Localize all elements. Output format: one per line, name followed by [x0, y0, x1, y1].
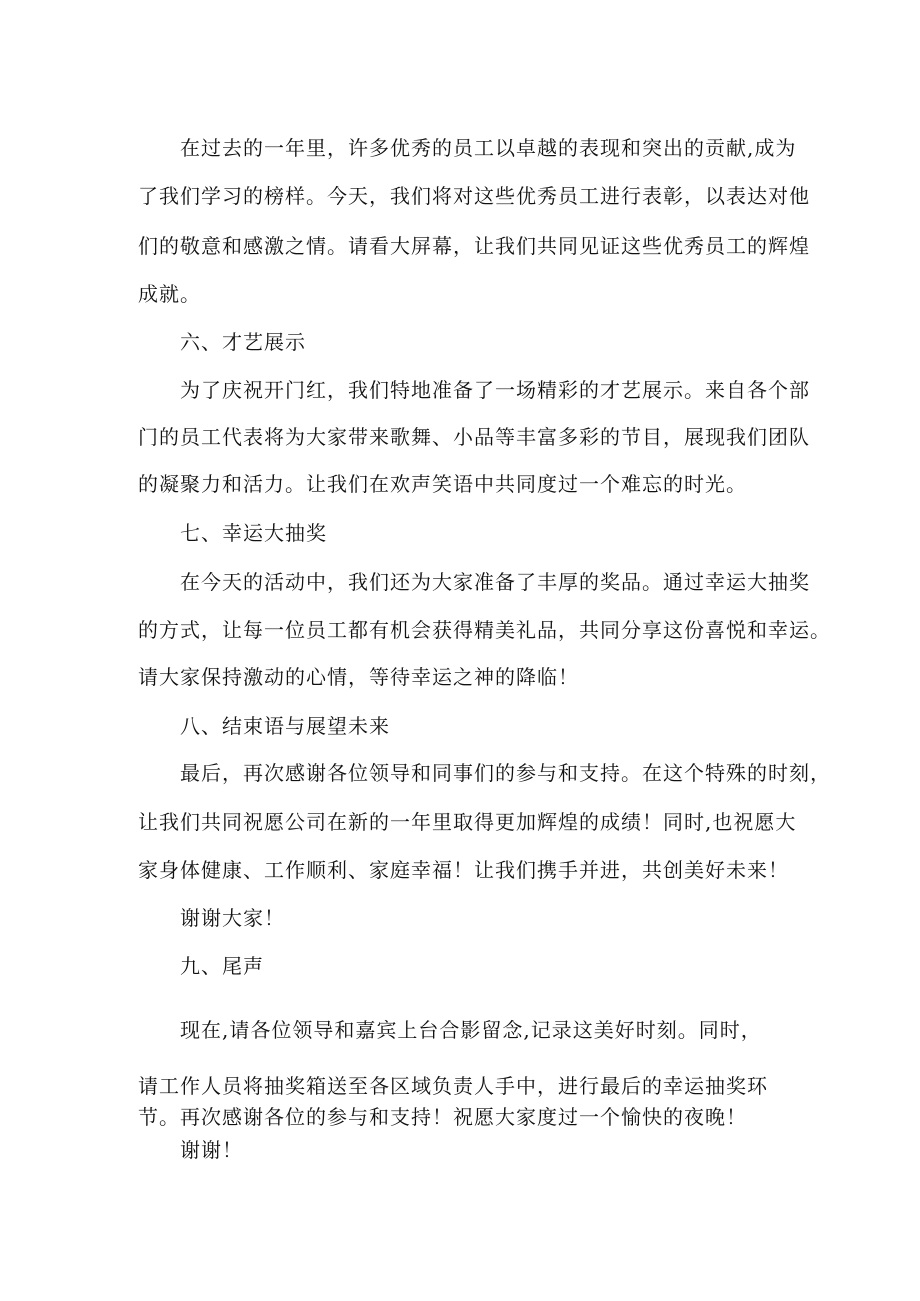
section-heading: 八、结束语与展望未来: [180, 714, 390, 738]
section-heading: 九、尾声: [180, 954, 264, 978]
paragraph-line: 成就。: [138, 282, 201, 306]
paragraph-line: 们的敬意和感激之情。请看大屏幕，让我们共同见证这些优秀员工的辉煌: [138, 234, 810, 258]
paragraph-line: 节。再次感谢各位的参与和支持！祝愿大家度过一个愉快的夜晚！: [138, 1105, 747, 1129]
paragraph-line: 请工作人员将抽奖箱送至各区域负责人手中，进行最后的幸运抽奖环: [138, 1074, 768, 1098]
section-heading: 七、幸运大抽奖: [180, 521, 327, 545]
paragraph-line: 谢谢大家！: [180, 906, 285, 930]
paragraph-line: 谢谢！: [180, 1138, 243, 1162]
paragraph-line: 了我们学习的榜样。今天，我们将对这些优秀员工进行表彰，以表达对他: [138, 184, 810, 208]
paragraph-line: 家身体健康、工作顺利、家庭幸福！让我们携手并进，共创美好未来！: [138, 858, 789, 882]
paragraph-line: 让我们共同祝愿公司在新的一年里取得更加辉煌的成绩！同时,也祝愿大: [138, 810, 797, 834]
paragraph-line: 的方式，让每一位员工都有机会获得精美礼品，共同分享这份喜悦和幸运。: [138, 618, 831, 642]
paragraph-line: 为了庆祝开门红，我们特地准备了一场精彩的才艺展示。来自各个部: [180, 378, 810, 402]
paragraph-line: 请大家保持激动的心情，等待幸运之神的降临！: [138, 665, 579, 689]
paragraph-line: 在今天的活动中，我们还为大家准备了丰厚的奖品。通过幸运大抽奖: [180, 570, 810, 594]
paragraph-line: 的凝聚力和活力。让我们在欢声笑语中共同度过一个难忘的时光。: [138, 472, 747, 496]
paragraph-line: 现在,请各位领导和嘉宾上台合影留念,记录这美好时刻。同时，: [180, 1018, 762, 1042]
paragraph-line: 门的员工代表将为大家带来歌舞、小品等丰富多彩的节目，展现我们团队: [138, 425, 810, 449]
paragraph-line: 在过去的一年里，许多优秀的员工以卓越的表现和突出的贡献,成为: [180, 136, 797, 160]
paragraph-line: 最后，再次感谢各位领导和同事们的参与和支持。在这个特殊的时刻，: [180, 761, 831, 785]
section-heading: 六、才艺展示: [180, 330, 306, 354]
